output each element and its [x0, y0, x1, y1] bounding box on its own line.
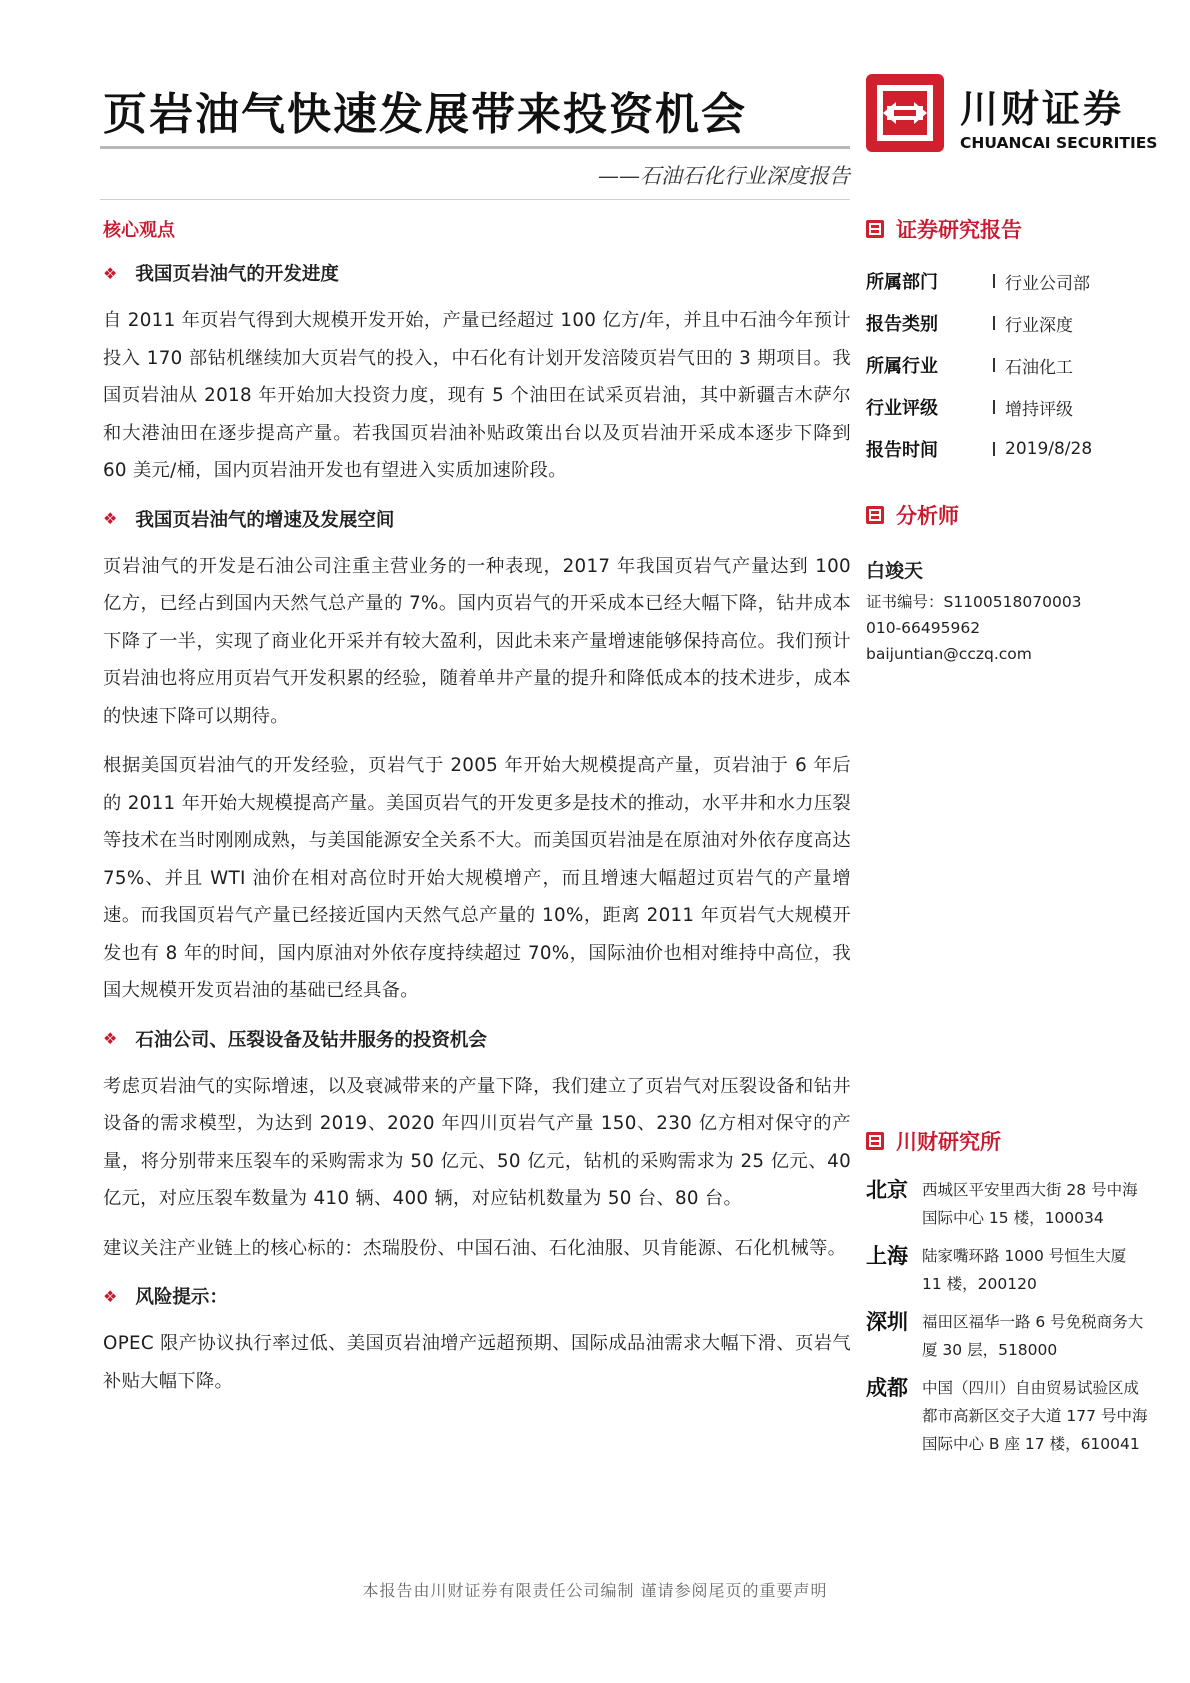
logo-english-name: CHUANCAI SECURITIES [960, 134, 1158, 152]
header-divider [100, 146, 850, 149]
office-beijing [866, 1176, 1148, 1232]
info-value: 增持评级 [1005, 399, 1073, 420]
info-row-rating [866, 386, 1166, 428]
info-label: 报告时间 [866, 440, 938, 461]
company-logo [866, 74, 1158, 156]
analyst-phone: 010-66495962 [866, 619, 981, 637]
info-label: 行业评级 [866, 398, 938, 419]
office-address: 西城区平安里西大街 28 号中海国际中心 15 楼，100034 [922, 1181, 1138, 1227]
logo-chinese-name: 川财证券 [960, 87, 1125, 131]
paragraph: 自 2011 年页岩气得到大规模开发开始，产量已经超过 100 亿方/年，并且中石油今年预计投入 170 部钻机继续加大页岩气的投入，中石化有计划开发涪陵页岩气田的 3 期项目。我国页岩油从 2018 年开始加大投资力度，现有 5 个油田在试采页岩油，其中新疆吉木萨尔和大港油田在逐步提高产量。若我国页岩油补贴政策出台以及页岩油开采成本逐步下降到 60 美元/桶，国内页岩油开发也有望进入实质加速阶段。 [103, 310, 851, 481]
info-separator [993, 442, 995, 456]
institute-title: 川财研究所 [896, 1130, 1001, 1154]
analyst-cert: 证书编号：S1100518070003 [866, 593, 1082, 611]
paragraph: 考虑页岩油气的实际增速，以及衰减带来的产量下降，我们建立了页岩气对压裂设备和钻井设备的需求模型，为达到 2019、2020 年四川页岩气产量 150、230 亿方相对保守的产量，将分别带来压裂车的采购需求为 50 亿元、50 亿元，钻机的采购需求为 25 亿元、40 亿元，对应压裂车数量为 410 辆、400 辆，对应钻机数量为 50 台、80 台。 [103, 1075, 851, 1209]
paragraph: OPEC 限产协议执行率过低、美国页岩油增产远超预期、国际成品油需求大幅下滑、页岩气补贴大幅下降。 [103, 1333, 851, 1392]
research-report-heading [866, 214, 1166, 244]
info-label: 所属行业 [866, 356, 938, 377]
office-list [866, 1176, 1148, 1468]
analyst-heading [866, 500, 1166, 530]
research-report-title: 证券研究报告 [896, 218, 1022, 242]
institute-heading [866, 1126, 1001, 1156]
office-address: 中国（四川）自由贸易试验区成都市高新区交子大道 177 号中海国际中心 B 座 17 楼，610041 [922, 1379, 1148, 1453]
office-shenzhen [866, 1308, 1148, 1364]
info-row-department [866, 260, 1166, 302]
chuancai-logo-icon [866, 74, 944, 152]
info-separator [993, 274, 995, 288]
info-value: 石油化工 [1005, 357, 1073, 378]
office-city: 北京 [866, 1178, 908, 1202]
office-city: 上海 [866, 1244, 908, 1268]
section-heading-text: 我国页岩油气的开发进度 [135, 264, 339, 285]
paragraph: 页岩油气的开发是石油公司注重主营业务的一种表现，2017 年我国页岩气产量达到 100 亿方，已经占到国内天然气总产量的 7%。国内页岩气的开采成本已经大幅下降，钻井成本下降了一半，实现了商业化开采并有较大盈利，因此未来产量增速能够保持高位。我们预计页岩油也将应用页岩气开发积累的经验，随着单井产量的提升和降低成本的技术进步，成本的快速下降可以期待。 [103, 555, 851, 727]
section-heading-text: 风险提示： [135, 1287, 228, 1308]
section-investment-opportunity [103, 1026, 851, 1268]
info-label: 所属部门 [866, 272, 938, 293]
section-heading [103, 260, 851, 286]
diamond-bullet-icon: ❖ [103, 509, 118, 528]
section-development-progress [103, 260, 851, 490]
office-address: 陆家嘴环路 1000 号恒生大厦 11 楼，200120 [922, 1247, 1127, 1293]
office-city: 深圳 [866, 1310, 908, 1334]
chuancai-mini-logo-icon [866, 506, 884, 524]
chuancai-mini-logo-icon [866, 1132, 884, 1150]
core-viewpoint-title: 核心观点 [103, 220, 175, 241]
paragraph: 根据美国页岩油气的开发经验，页岩气于 2005 年开始大规模提高产量，页岩油于 6 年后的 2011 年开始大规模提高产量。美国页岩气的开发更多是技术的推动，水平井和水力压裂等技术在当时刚刚成熟，与美国能源安全关系不大。而美国页岩油是在原油对外依存度高达 75%、并且 WTI 油价在相对高位时开始大规模增产，而且增速大幅超过页岩气的产量增速。而我国页岩气产量已经接近国内天然气总产量的 10%，距离 2011 年页岩气大规模开发也有 8 年的时间，国内原油对外依存度持续超过 70%，国际油价也相对维持中高位，我国大规模开发页岩油的基础已经具备。 [103, 755, 851, 1001]
info-separator [993, 400, 995, 414]
section-risk-warning [103, 1283, 851, 1400]
report-info-list [866, 260, 1166, 470]
office-shanghai [866, 1242, 1148, 1298]
sidebar [866, 214, 1166, 1453]
info-separator [993, 358, 995, 372]
section-heading-text: 我国页岩油气的增速及发展空间 [135, 509, 395, 531]
report-title: 页岩油气快速发展带来投资机会 [103, 89, 747, 140]
analyst-name: 白竣天 [866, 560, 924, 582]
office-address: 福田区福华一路 6 号免税商务大厦 30 层，518000 [922, 1313, 1144, 1359]
office-chengdu [866, 1374, 1148, 1458]
info-value: 行业公司部 [1005, 273, 1090, 294]
info-value: 行业深度 [1005, 315, 1073, 336]
main-content [103, 216, 851, 1412]
section-heading [103, 1026, 851, 1052]
diamond-bullet-icon: ❖ [103, 263, 118, 283]
info-row-industry [866, 344, 1166, 386]
subtitle-divider [100, 199, 850, 200]
analyst-email[interactable]: baijuntian@cczq.com [866, 645, 1032, 663]
office-city: 成都 [866, 1376, 908, 1400]
diamond-bullet-icon: ❖ [103, 1029, 118, 1048]
chuancai-mini-logo-icon [866, 220, 884, 238]
info-label: 报告类别 [866, 314, 938, 335]
section-growth-space [103, 506, 851, 1010]
footer-disclaimer: 本报告由川财证券有限责任公司编制 谨请参阅尾页的重要声明 [362, 1581, 828, 1600]
section-heading [103, 506, 851, 532]
info-value: 2019/8/28 [1005, 439, 1093, 459]
report-subtitle: ——石油石化行业深度报告 [598, 164, 850, 188]
analyst-title: 分析师 [896, 504, 959, 528]
info-row-category [866, 302, 1166, 344]
paragraph: 建议关注产业链上的核心标的：杰瑞股份、中国石油、石化油服、贝肯能源、石化机械等。 [103, 1237, 847, 1259]
info-row-date [866, 428, 1166, 470]
section-heading [103, 1283, 851, 1309]
diamond-bullet-icon: ❖ [103, 1286, 118, 1306]
info-separator [993, 316, 995, 330]
section-heading-text: 石油公司、压裂设备及钻井服务的投资机会 [135, 1029, 487, 1051]
